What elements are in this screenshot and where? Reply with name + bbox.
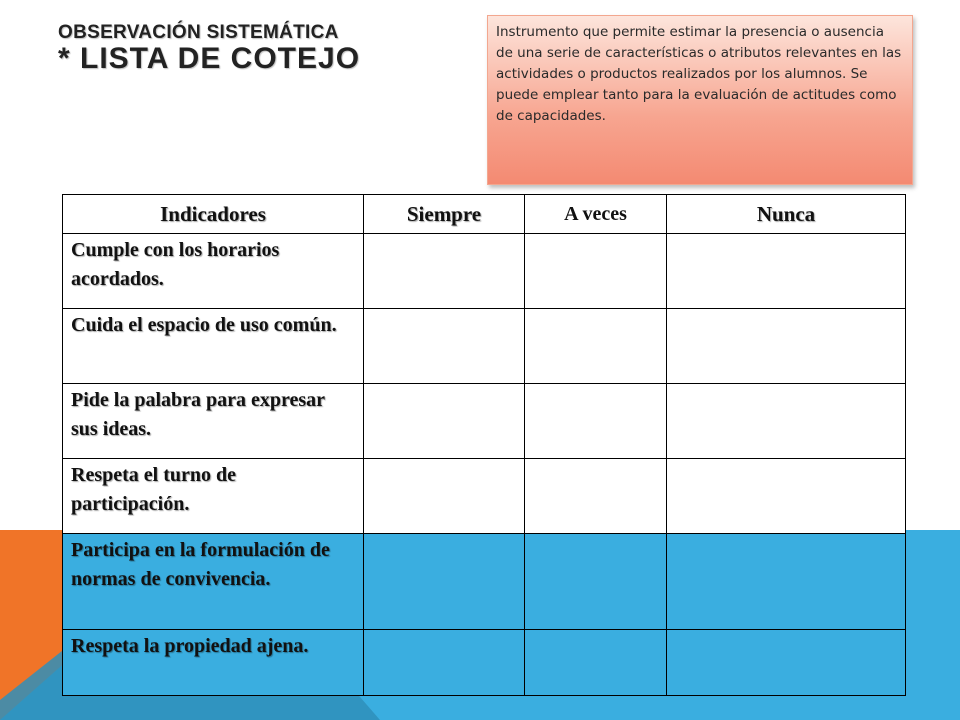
table-row <box>63 630 906 696</box>
siempre-cell[interactable] <box>364 630 525 696</box>
header-nunca: Nunca <box>667 195 906 234</box>
definition-note: Instrumento que permite estimar la presencia o ausencia de una serie de características o atributos relevantes en las actividades o productos realizados por los alumnos. Se puede emplear tanto para la evaluación de actitudes como de capacidades. <box>487 15 913 185</box>
siempre-cell[interactable] <box>364 459 525 534</box>
nunca-cell[interactable] <box>667 384 906 459</box>
siempre-cell[interactable] <box>364 534 525 630</box>
table-row <box>63 309 906 384</box>
slide-title <box>58 22 360 76</box>
title-line-2: * LISTA DE COTEJO <box>58 42 361 75</box>
indicator-cell: Participa en la formulación de normas de convivencia. <box>63 534 364 630</box>
table-row <box>63 459 906 534</box>
a-veces-cell[interactable] <box>525 459 667 534</box>
table-row <box>63 234 906 309</box>
nunca-cell[interactable] <box>667 234 906 309</box>
nunca-cell[interactable] <box>667 459 906 534</box>
a-veces-cell[interactable] <box>525 630 667 696</box>
siempre-cell[interactable] <box>364 384 525 459</box>
nunca-cell[interactable] <box>667 309 906 384</box>
checklist-table <box>62 194 906 696</box>
table-header-row <box>63 195 906 234</box>
indicator-cell: Respeta el turno de participación. <box>63 459 364 534</box>
table-row <box>63 384 906 459</box>
nunca-cell[interactable] <box>667 630 906 696</box>
siempre-cell[interactable] <box>364 309 525 384</box>
title-line-1: OBSERVACIÓN SISTEMÁTICA <box>58 22 339 43</box>
header-a-veces: A veces <box>525 195 667 234</box>
header-siempre: Siempre <box>364 195 525 234</box>
indicator-cell: Respeta la propiedad ajena. <box>63 630 364 696</box>
indicator-cell: Pide la palabra para expresar sus ideas. <box>63 384 364 459</box>
header-indicadores: Indicadores <box>63 195 364 234</box>
a-veces-cell[interactable] <box>525 309 667 384</box>
indicator-cell: Cumple con los horarios acordados. <box>63 234 364 309</box>
nunca-cell[interactable] <box>667 534 906 630</box>
a-veces-cell[interactable] <box>525 234 667 309</box>
a-veces-cell[interactable] <box>525 384 667 459</box>
siempre-cell[interactable] <box>364 234 525 309</box>
table-row <box>63 534 906 630</box>
a-veces-cell[interactable] <box>525 534 667 630</box>
indicator-cell: Cuida el espacio de uso común. <box>63 309 364 384</box>
